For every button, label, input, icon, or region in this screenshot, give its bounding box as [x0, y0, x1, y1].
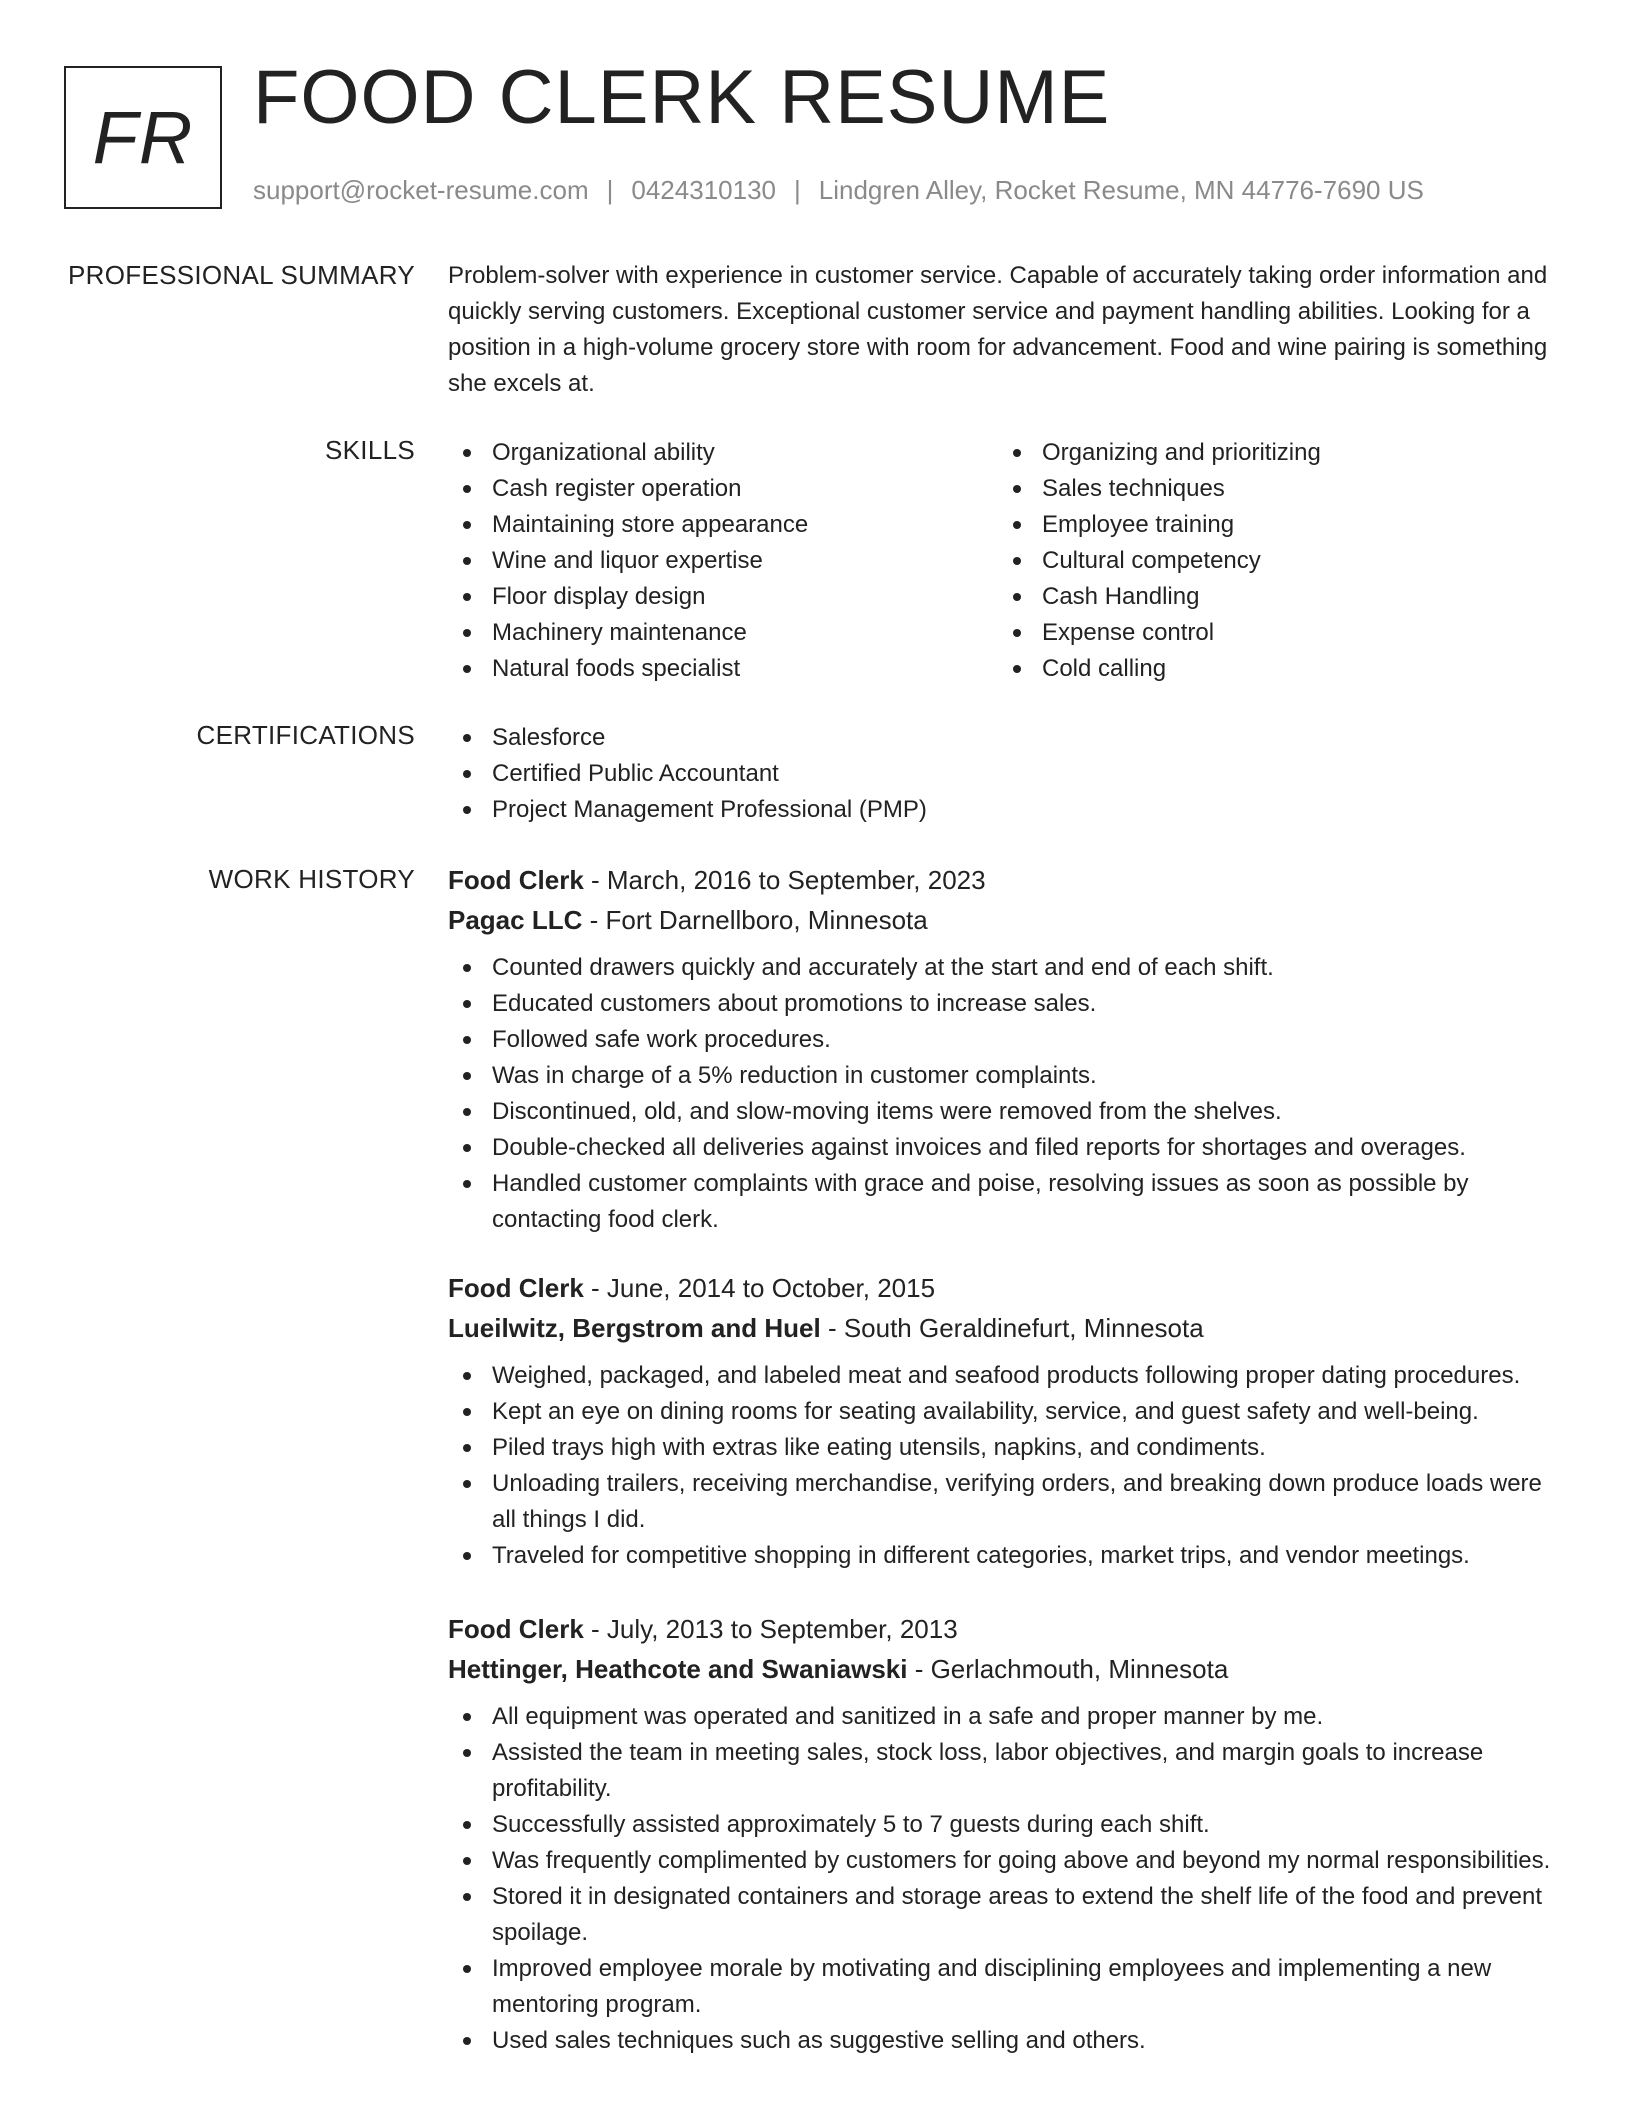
- skill-item: Employee training: [998, 507, 1548, 543]
- job-title: Food Clerk: [448, 865, 584, 895]
- job-company-line: [448, 1649, 1568, 1689]
- job-company-line: [448, 900, 1568, 940]
- job-location: - Fort Darnellboro, Minnesota: [582, 905, 928, 935]
- job-title-line: [448, 860, 1568, 900]
- contact-address: Lindgren Alley, Rocket Resume, MN 44776-7690 US: [818, 175, 1424, 205]
- certification-item: Salesforce: [448, 720, 1568, 756]
- monogram-initials: FR: [92, 96, 194, 179]
- job-company: Lueilwitz, Bergstrom and Huel: [448, 1313, 821, 1343]
- job-duty-item: Educated customers about promotions to increase sales.: [448, 986, 1568, 1022]
- skills-list-left: [448, 435, 998, 687]
- job-duty-item: Counted drawers quickly and accurately at the start and end of each shift.: [448, 950, 1568, 986]
- job-entry: [448, 1268, 1568, 1574]
- work-history-heading: WORK HISTORY: [208, 864, 415, 894]
- contact-separator: |: [794, 175, 801, 205]
- job-title: Food Clerk: [448, 1273, 584, 1303]
- skill-item: Maintaining store appearance: [448, 507, 998, 543]
- skill-item: Sales techniques: [998, 471, 1548, 507]
- skills-heading: SKILLS: [325, 435, 415, 465]
- certification-item: Project Management Professional (PMP): [448, 792, 1568, 828]
- job-title-line: [448, 1268, 1568, 1308]
- job-duty-item: Unloading trailers, receiving merchandise, verifying orders, and breaking down produce loads were all things I did.: [448, 1466, 1568, 1538]
- skill-item: Cultural competency: [998, 543, 1548, 579]
- job-duty-item: Improved employee morale by motivating and disciplining employees and implementing a new mentoring program.: [448, 1951, 1568, 2023]
- contact-email[interactable]: support@rocket-resume.com: [253, 175, 589, 205]
- contact-phone[interactable]: 0424310130: [631, 175, 776, 205]
- certifications-body: [448, 720, 1568, 828]
- job-duty-item: Was frequently complimented by customers for going above and beyond my normal responsibilities.: [448, 1843, 1568, 1879]
- skill-item: Expense control: [998, 615, 1548, 651]
- certifications-list: [448, 720, 1568, 828]
- work-history-body: [448, 860, 1568, 2059]
- skill-item: Floor display design: [448, 579, 998, 615]
- monogram-badge: [64, 66, 222, 209]
- job-dates: - March, 2016 to September, 2023: [583, 865, 986, 895]
- skill-item: Machinery maintenance: [448, 615, 998, 651]
- job-location: - Gerlachmouth, Minnesota: [907, 1654, 1229, 1684]
- job-duties-list: [448, 1699, 1568, 2059]
- job-company: Pagac LLC: [448, 905, 583, 935]
- job-duty-item: Traveled for competitive shopping in different categories, market trips, and vendor meetings.: [448, 1538, 1568, 1574]
- skill-item: Cash register operation: [448, 471, 998, 507]
- certifications-heading: CERTIFICATIONS: [196, 720, 415, 750]
- job-duty-item: Discontinued, old, and slow-moving items were removed from the shelves.: [448, 1094, 1568, 1130]
- job-duty-item: Piled trays high with extras like eating utensils, napkins, and condiments.: [448, 1430, 1568, 1466]
- summary-heading: PROFESSIONAL SUMMARY: [68, 260, 415, 290]
- skill-item: Cash Handling: [998, 579, 1548, 615]
- contact-separator: |: [606, 175, 614, 205]
- job-title: Food Clerk: [448, 1614, 584, 1644]
- skills-list-right: [998, 435, 1548, 687]
- job-duty-item: Handled customer complaints with grace and poise, resolving issues as soon as possible by contacting food clerk.: [448, 1166, 1568, 1238]
- summary-text: Problem-solver with experience in customer service. Capable of accurately taking order information and quickly serving customers. Exceptional customer service and payment handling abilities. Looking for a position in a high-volume grocery store with room for advancement. Food and wine pairing is something she excels at.: [448, 262, 1548, 397]
- skill-item: Natural foods specialist: [448, 651, 998, 687]
- skill-item: Organizational ability: [448, 435, 998, 471]
- contact-line: [253, 175, 1424, 206]
- job-entry: [448, 860, 1568, 1238]
- job-duties-list: [448, 1358, 1568, 1574]
- job-duty-item: Used sales techniques such as suggestive selling and others.: [448, 2023, 1568, 2059]
- job-duty-item: Kept an eye on dining rooms for seating availability, service, and guest safety and well-being.: [448, 1394, 1568, 1430]
- job-duty-item: Followed safe work procedures.: [448, 1022, 1568, 1058]
- job-duty-item: Double-checked all deliveries against invoices and filed reports for shortages and overages.: [448, 1130, 1568, 1166]
- job-dates: - July, 2013 to September, 2013: [583, 1614, 958, 1644]
- skill-item: Cold calling: [998, 651, 1548, 687]
- certification-item: Certified Public Accountant: [448, 756, 1568, 792]
- job-duties-list: [448, 950, 1568, 1238]
- job-entry: [448, 1609, 1568, 2059]
- job-location: - South Geraldinefurt, Minnesota: [820, 1313, 1204, 1343]
- job-duty-item: Stored it in designated containers and storage areas to extend the shelf life of the food and prevent spoilage.: [448, 1879, 1568, 1951]
- summary-body: [448, 258, 1568, 402]
- job-company-line: [448, 1308, 1568, 1348]
- job-duty-item: Successfully assisted approximately 5 to 7 guests during each shift.: [448, 1807, 1568, 1843]
- resume-title: FOOD CLERK RESUME: [253, 55, 1111, 140]
- job-company: Hettinger, Heathcote and Swaniawski: [448, 1654, 908, 1684]
- job-duty-item: Weighed, packaged, and labeled meat and seafood products following proper dating procedures.: [448, 1358, 1568, 1394]
- skill-item: Wine and liquor expertise: [448, 543, 998, 579]
- job-duty-item: Assisted the team in meeting sales, stock loss, labor objectives, and margin goals to increase profitability.: [448, 1735, 1568, 1807]
- job-dates: - June, 2014 to October, 2015: [583, 1273, 936, 1303]
- skills-grid: [448, 435, 1568, 687]
- job-title-line: [448, 1609, 1568, 1649]
- job-duty-item: All equipment was operated and sanitized in a safe and proper manner by me.: [448, 1699, 1568, 1735]
- skill-item: Organizing and prioritizing: [998, 435, 1548, 471]
- job-duty-item: Was in charge of a 5% reduction in customer complaints.: [448, 1058, 1568, 1094]
